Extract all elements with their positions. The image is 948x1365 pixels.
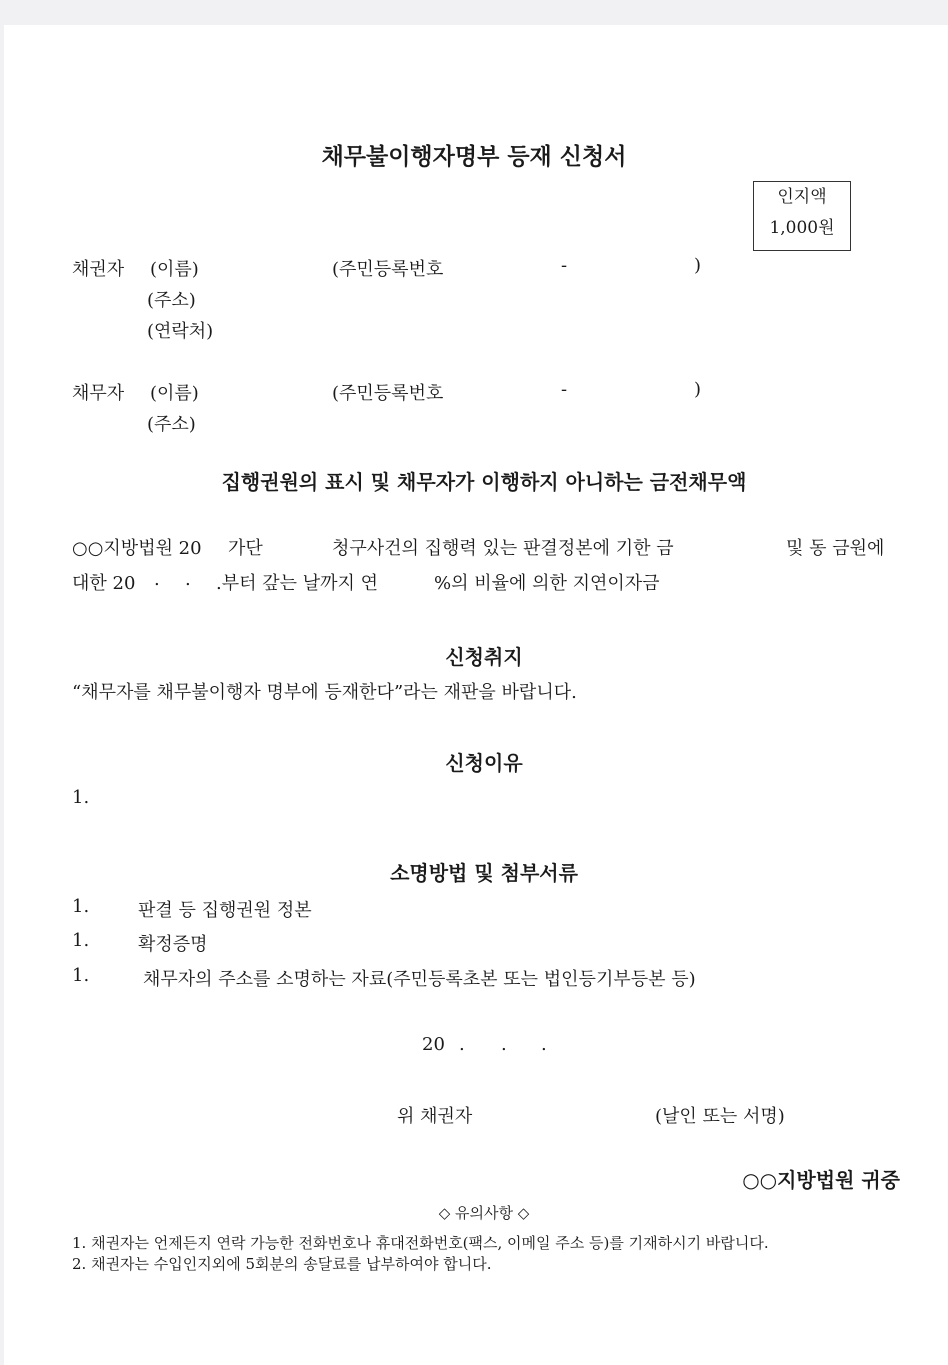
- debtor-id-dash: -: [561, 379, 568, 400]
- creditor-id-label: (주민등록번호: [332, 259, 444, 280]
- evidence-item-text: 확정증명: [138, 934, 208, 955]
- purpose-title: 신청취지: [445, 645, 523, 669]
- debtor-id-label: (주민등록번호: [332, 383, 444, 404]
- document-page: [4, 25, 948, 1365]
- claim-interest-rate: %의 비율에 의한 지연이자금: [434, 573, 660, 594]
- note-item: 1. 채권자는 언제든지 연락 가능한 전화번호나 휴대전화번호(팩스, 이메일 주소 등)를 기재하시기 바랍니다.: [72, 1234, 769, 1252]
- creditor-id-close: ): [694, 255, 702, 276]
- claim-date-dot-1: .: [154, 569, 160, 590]
- reason-item: 1.: [72, 787, 90, 808]
- enforcement-section-title: 집행권원의 표시 및 채무자가 이행하지 아니하는 금전채무액: [221, 470, 747, 494]
- creditor-name-label: (이름): [150, 259, 199, 280]
- debtor-id-close: ): [694, 379, 702, 400]
- stamp-amount: 1,000원: [769, 218, 835, 238]
- claim-date-dot-2: .: [185, 569, 191, 590]
- debtor-address-label: (주소): [147, 414, 196, 435]
- evidence-title: 소명방법 및 첨부서류: [390, 861, 578, 885]
- claim-principal-text: 및 동 금원에: [786, 538, 885, 559]
- notes-title: ◇ 유의사항 ◇: [438, 1204, 530, 1222]
- date-dot-3: .: [541, 1034, 547, 1055]
- purpose-text: “채무자를 채무불이행자 명부에 등재한다”라는 재판을 바랍니다.: [72, 682, 577, 703]
- evidence-item-text: 판결 등 집행권원 정본: [138, 900, 312, 921]
- signer-label: 위 채권자: [397, 1106, 473, 1127]
- claim-interest-period: .부터 갚는 날까지 연: [216, 573, 378, 594]
- note-item: 2. 채권자는 수입인지외에 5회분의 송달료를 납부하여야 합니다.: [72, 1255, 492, 1273]
- claim-court-year: ○○지방법원 20: [72, 538, 202, 559]
- date-dot-1: .: [459, 1034, 465, 1055]
- evidence-item-number: 1.: [72, 965, 90, 986]
- evidence-item-number: 1.: [72, 896, 90, 917]
- date-dot-2: .: [501, 1034, 507, 1055]
- evidence-item-text: 채무자의 주소를 소명하는 자료(주민등록초본 또는 법인등기부등본 등): [143, 969, 696, 990]
- claim-interest-start: 대한 20: [72, 573, 136, 594]
- date-year: 20: [422, 1034, 445, 1055]
- revenue-stamp-box: [753, 181, 851, 251]
- creditor-id-dash: -: [561, 255, 568, 276]
- creditor-contact-label: (연락처): [147, 321, 214, 342]
- document-title: 채무불이행자명부 등재 신청서: [321, 144, 627, 170]
- debtor-name-label: (이름): [150, 383, 199, 404]
- court-addressee: ○○지방법원 귀중: [742, 1168, 900, 1192]
- reason-title: 신청이유: [445, 751, 523, 775]
- creditor-address-label: (주소): [147, 290, 196, 311]
- claim-case-type: 가단: [228, 538, 263, 559]
- creditor-role: 채권자: [72, 259, 125, 280]
- stamp-label: 인지액: [777, 187, 827, 207]
- debtor-role: 채무자: [72, 383, 125, 404]
- evidence-item-number: 1.: [72, 930, 90, 951]
- claim-judgment-text: 청구사건의 집행력 있는 판결정본에 기한 금: [332, 538, 674, 559]
- seal-label: (날인 또는 서명): [655, 1106, 785, 1127]
